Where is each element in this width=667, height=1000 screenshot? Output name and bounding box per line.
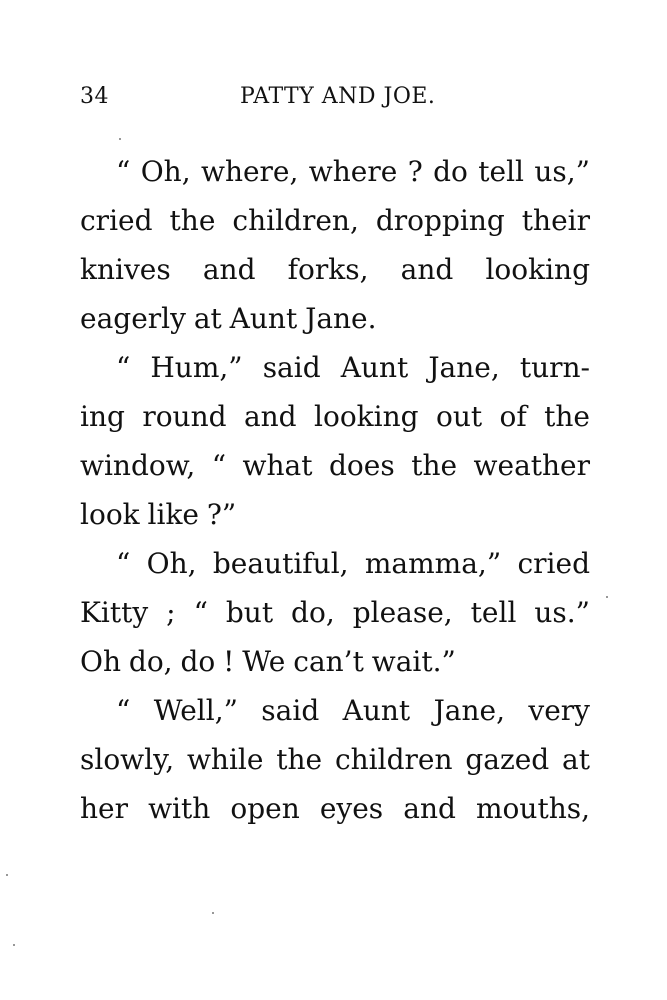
paper-speck bbox=[13, 944, 15, 946]
paper-speck bbox=[6, 874, 8, 876]
text-line: “ Oh, beautiful, mamma,” cried bbox=[116, 547, 590, 580]
text-line: her with open eyes and mouths, bbox=[80, 792, 590, 825]
text-line: Oh do, do ! We can’t wait.” bbox=[80, 645, 456, 678]
page-header bbox=[80, 84, 590, 118]
text-line: eagerly at Aunt Jane. bbox=[80, 302, 377, 335]
text-line: window, “ what does the weather bbox=[80, 449, 590, 482]
paper-speck bbox=[606, 596, 608, 598]
text-line: cried the children, dropping their bbox=[80, 204, 590, 237]
text-line: ing round and looking out of the bbox=[80, 400, 590, 433]
paper-speck bbox=[119, 138, 121, 140]
text-line: “ Hum,” said Aunt Jane, turn- bbox=[116, 351, 590, 384]
running-title: PATTY AND JOE. bbox=[240, 84, 436, 109]
text-line: “ Well,” said Aunt Jane, very bbox=[116, 694, 590, 727]
text-line: “ Oh, where, where ? do tell us,” bbox=[116, 155, 590, 188]
paper-speck bbox=[212, 912, 214, 914]
text-line: look like ?” bbox=[80, 498, 237, 531]
page-number: 34 bbox=[80, 84, 109, 109]
body-text bbox=[80, 147, 590, 833]
text-line: knives and forks, and looking bbox=[80, 253, 590, 286]
text-line: Kitty ; “ but do, please, tell us.” bbox=[80, 596, 590, 629]
text-line: slowly, while the children gazed at bbox=[80, 743, 590, 776]
